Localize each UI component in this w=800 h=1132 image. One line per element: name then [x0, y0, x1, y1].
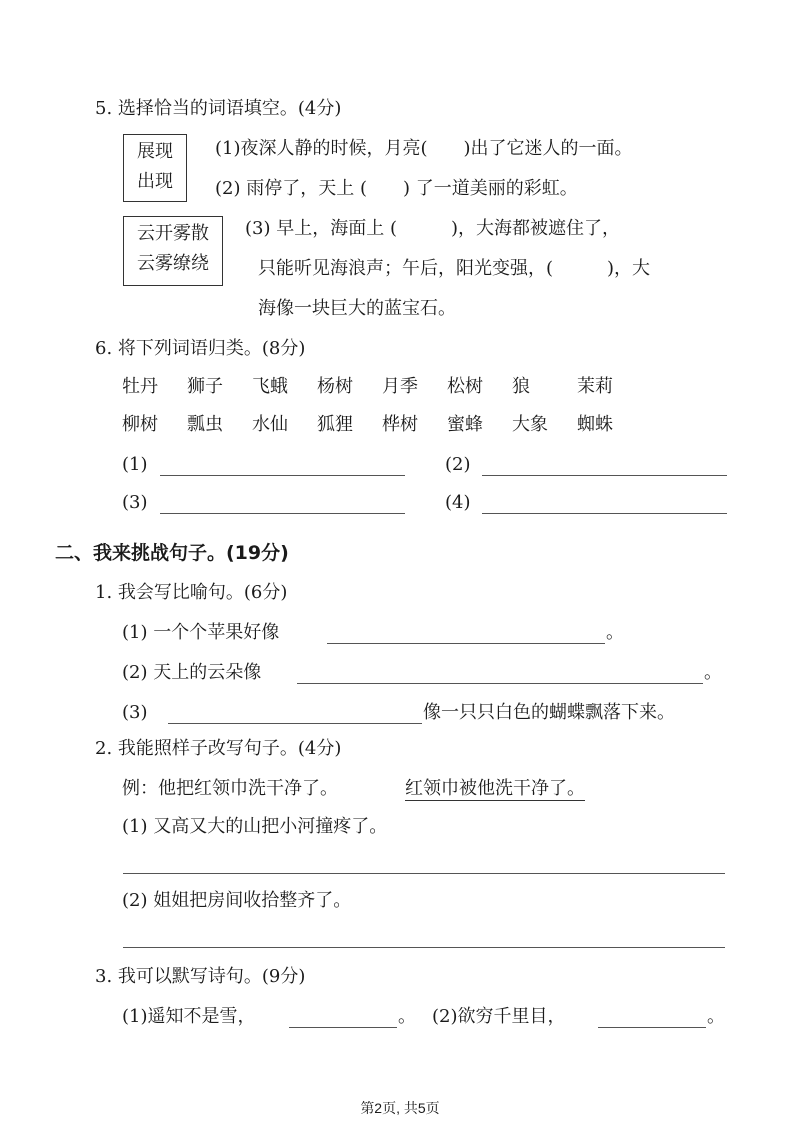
word: 狼 [512, 376, 530, 397]
word: 松树 [447, 376, 483, 397]
s2-answer-line-1[interactable] [123, 873, 725, 874]
s1-blank-2[interactable] [297, 683, 703, 684]
word: 瓢虫 [187, 414, 223, 435]
q6-blank-2[interactable] [482, 475, 727, 476]
s2-item-2: (2) 姐姐把房间收拾整齐了。 [122, 890, 352, 911]
q5-sentence-1: (1)夜深人静的时候，月亮( )出了它迷人的一面。 [215, 138, 633, 159]
word: 水仙 [252, 414, 288, 435]
s3-title: 3. 我可以默写诗句。(9分) [95, 966, 306, 987]
s1-item-3: (3) [122, 702, 148, 723]
word-box-1-item-2: 出现 [137, 171, 173, 192]
s2-example-answer-text: 红领巾被他洗干净了。 [405, 778, 585, 799]
word-box-2-item-1: 云开雾散 [137, 223, 209, 244]
s2-item-1: (1) 又高又大的山把小河撞疼了。 [122, 816, 388, 837]
s1-item-1: (1) 一个个苹果好像 [122, 622, 280, 643]
word: 牡丹 [122, 376, 158, 397]
s3-item-1: (1)遥知不是雪， [122, 1006, 256, 1027]
s2-example-answer [405, 778, 585, 800]
q5-sentence-2: (2) 雨停了，天上 ( ) 了一道美丽的彩虹。 [215, 178, 578, 199]
word-box-2 [123, 216, 223, 286]
s3-item-2: (2)欲穷千里目， [432, 1006, 566, 1027]
s1-item-2: (2) 天上的云朵像 [122, 662, 262, 683]
word-box-1-item-1: 展现 [137, 141, 173, 162]
q6-blank-3[interactable] [160, 513, 405, 514]
s3-item-1-end: 。 [398, 1006, 416, 1027]
section-2-title: 二、我来挑战句子。(19分) [55, 542, 289, 564]
word: 大象 [512, 414, 548, 435]
s1-blank-1[interactable] [327, 643, 605, 644]
q6-blank-label-3: (3) [122, 492, 148, 513]
q6-title: 6. 将下列词语归类。(8分) [95, 338, 306, 359]
s1-title: 1. 我会写比喻句。(6分) [95, 582, 288, 603]
word: 茉莉 [577, 376, 613, 397]
s3-blank-1[interactable] [289, 1027, 397, 1028]
s2-title: 2. 我能照样子改写句子。(4分) [95, 738, 342, 759]
s2-example: 例：他把红领巾洗干净了。 [122, 778, 338, 799]
word: 蜘蛛 [577, 414, 613, 435]
q6-blank-label-1: (1) [122, 454, 148, 475]
word: 飞蛾 [252, 376, 288, 397]
q6-word-row-2 [122, 414, 642, 436]
q6-blank-1[interactable] [160, 475, 405, 476]
q5-sentence-3b: 只能听见海浪声；午后，阳光变强，( )，大 [258, 258, 651, 279]
s2-answer-line-2[interactable] [123, 947, 725, 948]
word-box-1 [123, 134, 187, 202]
page-number: 第2页, 共5页 [360, 1100, 440, 1116]
s3-blank-2[interactable] [598, 1027, 706, 1028]
s1-item-1-end: 。 [606, 622, 624, 643]
q5-sentence-3c: 海像一块巨大的蓝宝石。 [258, 298, 456, 319]
s1-item-2-end: 。 [704, 662, 722, 683]
word: 狐狸 [317, 414, 353, 435]
s1-item-3-tail: 像一只只白色的蝴蝶飘落下来。 [423, 702, 675, 723]
word-box-2-item-2: 云雾缭绕 [137, 253, 209, 274]
word: 杨树 [317, 376, 353, 397]
q5-title: 5. 选择恰当的词语填空。(4分) [95, 98, 342, 119]
s1-blank-3[interactable] [168, 723, 422, 724]
q5-sentence-3a: (3) 早上，海面上 ( )，大海都被遮住了， [245, 218, 620, 239]
s3-item-2-end: 。 [707, 1006, 725, 1027]
q6-blank-4[interactable] [482, 513, 727, 514]
word: 蜜蜂 [447, 414, 483, 435]
word: 柳树 [122, 414, 158, 435]
word: 月季 [382, 376, 418, 397]
q6-blank-label-2: (2) [445, 454, 471, 475]
q6-word-row-1 [122, 376, 642, 398]
q6-blank-label-4: (4) [445, 492, 471, 513]
word: 狮子 [187, 376, 223, 397]
word: 桦树 [382, 414, 418, 435]
